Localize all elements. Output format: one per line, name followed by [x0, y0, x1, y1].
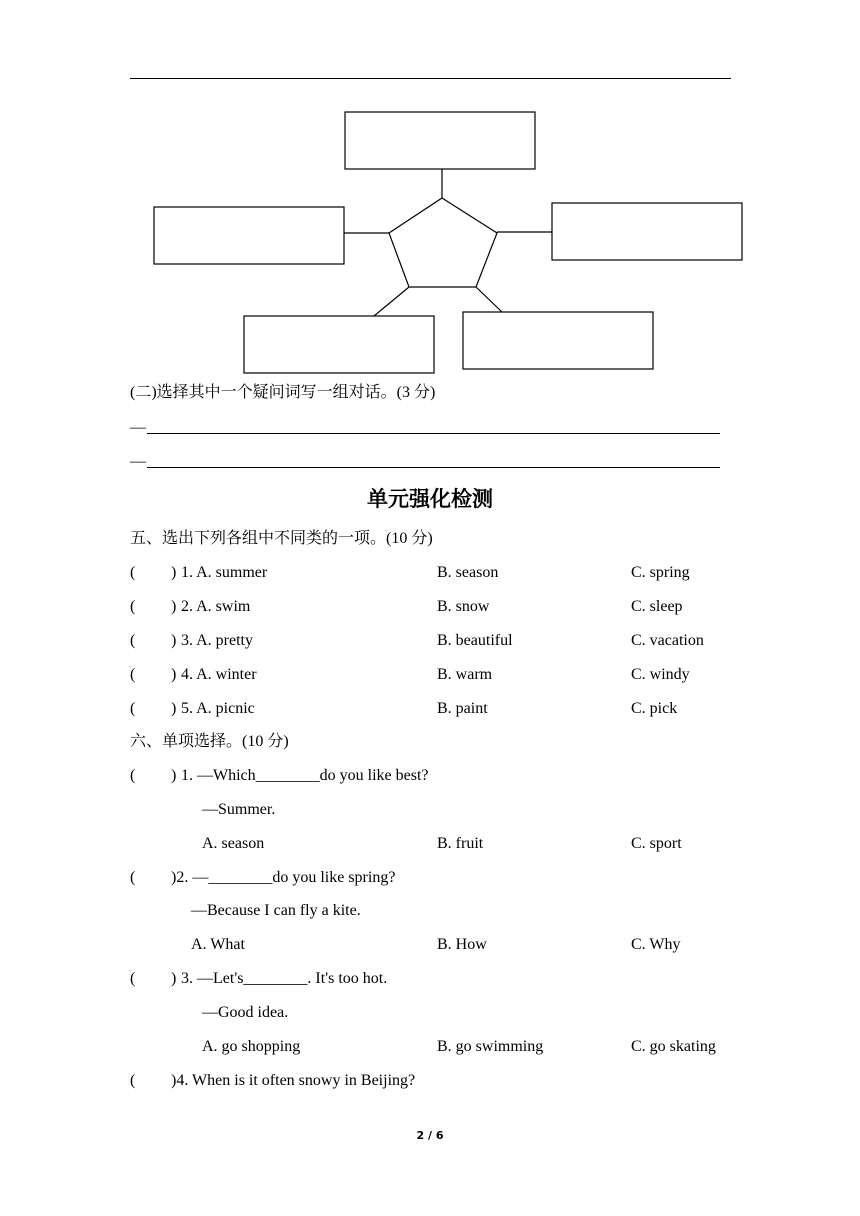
- answer-paren-close: ): [171, 970, 177, 987]
- box-bottom-right: [463, 312, 653, 369]
- connector-bottom-right: [476, 287, 502, 312]
- question-stem: )2. —________do you like spring?: [171, 869, 396, 886]
- dialog-answer-line-1[interactable]: [147, 433, 720, 434]
- option-a: 3. A. pretty: [181, 632, 253, 649]
- option-a: A. season: [202, 835, 265, 852]
- option-a: A. What: [191, 936, 245, 953]
- option-a: 4. A. winter: [181, 666, 257, 683]
- option-b: B. snow: [437, 598, 490, 615]
- option-c: C. pick: [631, 700, 678, 717]
- answer-paren-close: ): [171, 632, 177, 649]
- option-b: B. paint: [437, 700, 488, 717]
- option-b: B. warm: [437, 666, 493, 683]
- option-a: 1. A. summer: [181, 564, 268, 581]
- section5-heading: 五、选出下列各组中不同类的一项。(10 分): [130, 530, 433, 547]
- option-a: A. go shopping: [202, 1038, 301, 1055]
- option-c: C. sport: [631, 835, 682, 852]
- box-top: [345, 112, 535, 169]
- option-a: 2. A. swim: [181, 598, 251, 615]
- option-c: C. spring: [631, 564, 690, 581]
- question-stem: 3. —Let's________. It's too hot.: [181, 970, 388, 987]
- part-two-instruction: (二)选择其中一个疑问词写一组对话。(3 分): [130, 384, 436, 401]
- question-stem: )4. When is it often snowy in Beijing?: [171, 1072, 416, 1089]
- option-b: B. go swimming: [437, 1038, 544, 1055]
- option-c: C. go skating: [631, 1038, 716, 1055]
- question-response: —Summer.: [202, 801, 276, 818]
- answer-paren-open: (: [130, 970, 136, 987]
- option-b: B. How: [437, 936, 487, 953]
- dialog-dash-1: —: [130, 419, 146, 436]
- answer-paren-close: ): [171, 666, 177, 683]
- mind-map-diagram: [0, 0, 860, 380]
- option-b: B. fruit: [437, 835, 484, 852]
- answer-paren-open: (: [130, 666, 136, 683]
- section-title: 单元强化检测: [367, 487, 493, 511]
- option-b: B. beautiful: [437, 632, 513, 649]
- dialog-answer-line-2[interactable]: [147, 467, 720, 468]
- answer-paren-open: (: [130, 632, 136, 649]
- answer-paren-close: ): [171, 598, 177, 615]
- question-response: —Good idea.: [202, 1004, 289, 1021]
- answer-paren-open: (: [130, 564, 136, 581]
- option-c: C. windy: [631, 666, 690, 683]
- question-stem: 1. —Which________do you like best?: [181, 767, 429, 784]
- option-a: 5. A. picnic: [181, 700, 255, 717]
- box-left: [154, 207, 344, 264]
- dialog-dash-2: —: [130, 453, 146, 470]
- option-c: C. Why: [631, 936, 681, 953]
- answer-paren-close: ): [171, 564, 177, 581]
- answer-paren-open: (: [130, 700, 136, 717]
- center-pentagon: [389, 198, 497, 287]
- box-bottom-left: [244, 316, 434, 373]
- answer-paren-open: (: [130, 598, 136, 615]
- answer-paren-open: (: [130, 767, 136, 784]
- page-number: 2 / 6: [416, 1129, 444, 1142]
- question-response: —Because I can fly a kite.: [191, 902, 361, 919]
- section6-heading: 六、单项选择。(10 分): [130, 733, 289, 750]
- option-b: B. season: [437, 564, 499, 581]
- option-c: C. sleep: [631, 598, 683, 615]
- option-c: C. vacation: [631, 632, 704, 649]
- answer-paren-open: (: [130, 1072, 136, 1089]
- answer-paren-close: ): [171, 767, 177, 784]
- answer-paren-open: (: [130, 869, 136, 886]
- box-right: [552, 203, 742, 260]
- answer-paren-close: ): [171, 700, 177, 717]
- connector-bottom-left: [374, 287, 409, 316]
